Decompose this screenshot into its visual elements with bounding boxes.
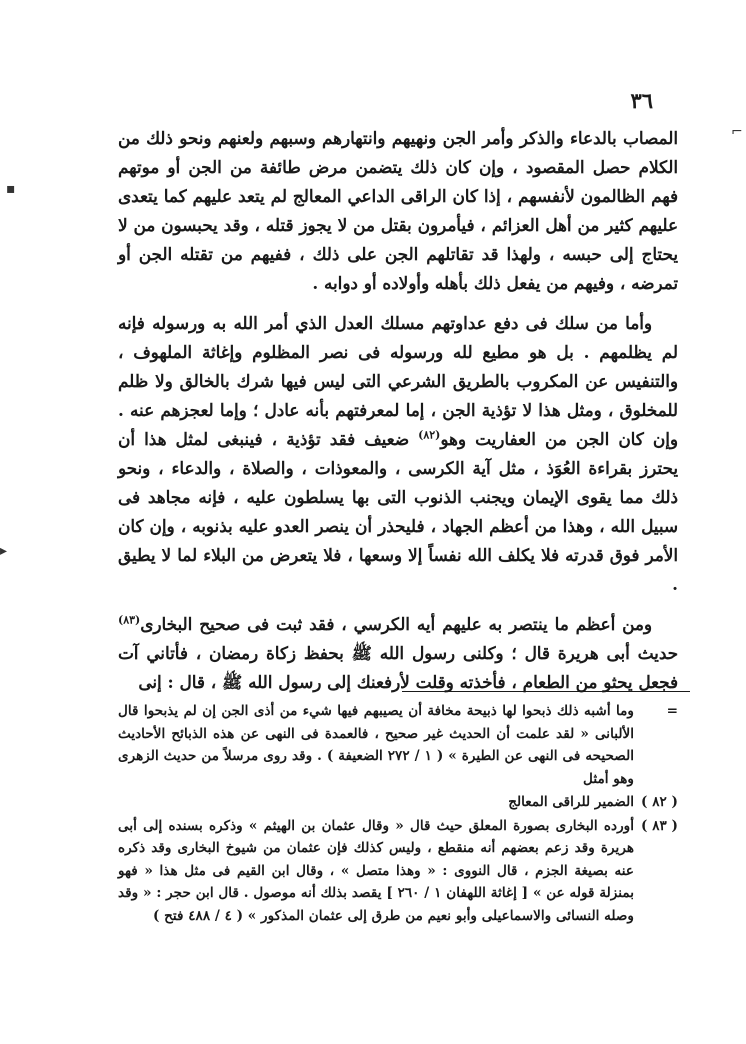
footnote-ref-82: (٨٢) [418, 428, 441, 442]
footnote-continued [118, 700, 678, 790]
footnote-83 [118, 815, 678, 928]
footnote-text: وما أشبه ذلك ذبحوا لها ذبيحة مخافة أن يصيبهم فيها شيء من أذى الجن إن لم يذبحوا قال الألبانى « لقد علمت أن الحديث غير صحيح ، فالعمدة فى النهى عن هذه الذبائح الأحاديث الصحيحه فى النهى عن الطيرة » ( ١ / ٢٧٢ الضعيفة ) . وقد روى مرسلاً من حديث الزهرى وهو أمثل [118, 703, 634, 787]
footnote-text: الضمير للراقى المعالج [508, 794, 634, 810]
paragraph-2-part-2: ضعيف فقد تؤذية ، فينبغى لمثل هذا أن يحترز بقراءة العُوَذ ، مثل آية الكرسى ، والمعوذات ، والصلاة ، والدعاء ، ونحو ذلك مما يقوى الإيمان ويجنب الذنوب التى بها يسلطون عليه ، فإنه مجاهد فى سبيل الله ، وهذا من أعظم الجهاد ، فليحذر أن ينصر العدو عليه بذنوبه ، وإن كان الأمر فوق قدرته فلا يكلف الله نفساً إلا وسعها ، فلا يتعرض من البلاء لما لا يطيق . [118, 429, 678, 594]
page-number: ٣٦ [630, 88, 653, 113]
body-text [118, 124, 678, 697]
footnote-number: ( ٨٢ ) [641, 794, 678, 810]
paragraph-2 [118, 309, 678, 599]
footnote-82 [118, 791, 678, 814]
paragraph-1: المصاب بالدعاء والذكر وأمر الجن ونهيهم وانتهارهم وسبهم ولعنهم ونحو ذلك من الكلام حصل المقصود ، وإن كان ذلك يتضمن مرض طائفة من الجن أو موتهم فهم الظالمون لأنفسهم ، إذا كان الراقى الداعي المعالج لم يتعد عليهم كما يتعدى عليهم كثير من أهل العزائم ، فيأمرون بقتل من لا يجوز قتله ، وقد يحبسون من لا يحتاج إلى حبسه ، ولهذا قد تقاتلهم الجن على ذلك ، ففيهم من تقتله الجن أو تمرضه ، وفيهم من يفعل ذلك بأهله وأولاده أو دوابه . [118, 128, 678, 293]
footnote-number: = [666, 703, 678, 719]
footnotes [118, 700, 678, 928]
paragraph-2-part-1: وأما من سلك فى دفع عداوتهم مسلك العدل الذي أمر الله به ورسوله فإنه لم يظلمهم . بل هو مطيع لله ورسوله فى نصر المظلوم وإغاثة الملهوف ، والتنفيس عن المكروب بالطريق الشرعي التى ليس فيها شرك بالخالق ولا ظلم للمخلوق ، ومثل هذا لا تؤذية الجن ، إما لمعرفتهم بأنه عادل ؛ وإما لعجزهم عنه . وإن كان الجن من العفاريت وهو [118, 313, 678, 449]
scan-mark: ▸ [0, 543, 8, 559]
scan-mark: ⌐ [731, 124, 743, 140]
paragraph-3-part-1: ومن أعظم ما ينتصر به عليهم أيه الكرسي ، فقد ثبت فى صحيح البخارى [140, 614, 652, 634]
footnote-divider [402, 691, 690, 692]
footnote-ref-83: (٨٣) [118, 613, 141, 627]
paragraph-3 [118, 610, 678, 697]
paragraph-3-part-2: حديث أبى هريرة قال ؛ وكلنى رسول الله ﷺ بحفظ زكاة رمضان ، فأتاني آت فجعل يحثو من الطعام ، فأخذته وقلت لأرفعنك إلى رسول الله ﷺ ، قال : إنى [118, 643, 678, 692]
footnote-text: أورده البخارى بصورة المعلق حيث قال « وقال عثمان بن الهيثم » وذكره بسنده إلى أبى هريرة وقد زعم بعضهم أنه منقطع ، وليس كذلك فإن عثمان من شيوخ البخارى وقد ذكره عنه بصيغة الجزم ، قال النووى : « وهذا متصل » ، وقال ابن القيم فى مثل هذا « فهو بمنزلة قوله عن » [ إغاثة اللهفان ١ / ٢٦٠ ] يقصد بذلك أنه موصول . قال ابن حجر : « وقد وصله النسائى والاسماعيلى وأبو نعيم من طرق إلى عثمان المذكور » ( ٤ / ٤٨٨ فتح ) [118, 817, 634, 924]
footnote-number: ( ٨٣ ) [641, 817, 678, 834]
scan-mark: ▪ [6, 181, 16, 197]
